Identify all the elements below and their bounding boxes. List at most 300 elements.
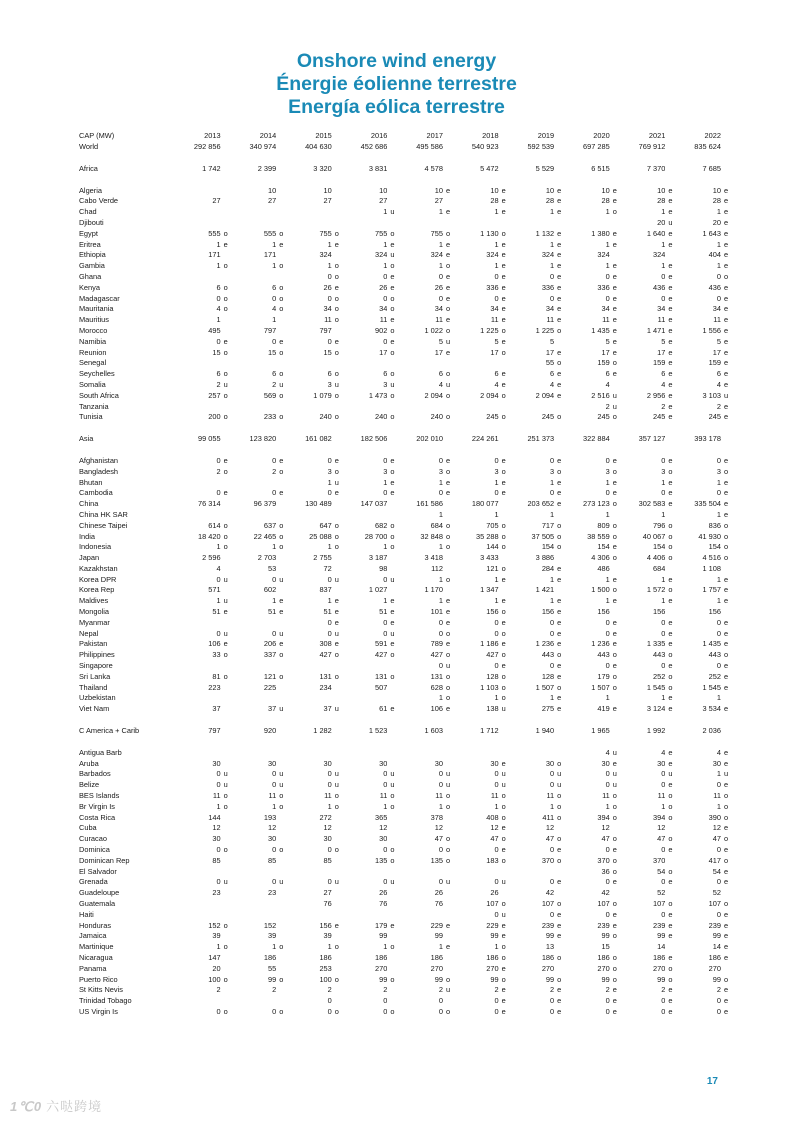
cell-value: 1 <box>494 477 499 487</box>
cell-value: 1 <box>272 596 277 606</box>
cell-flag: o <box>668 801 673 811</box>
row-label: India <box>79 531 96 541</box>
cell-flag: o <box>723 466 729 476</box>
cell-flag: e <box>668 390 673 400</box>
cell-flag: e <box>279 336 284 346</box>
cell-value: 186 <box>486 952 499 962</box>
cell-value: 4 <box>605 379 610 389</box>
cell-value: 128 <box>486 671 499 681</box>
row-label: Guadeloupe <box>79 888 120 898</box>
cell-value: 2 <box>272 985 277 995</box>
cell-flag: e <box>723 985 729 995</box>
cell-flag <box>443 585 453 596</box>
cell-value: 17 <box>545 347 555 357</box>
cell-value: 28 <box>490 196 499 206</box>
cell-value: 10 <box>601 185 610 195</box>
cell-value: 34 <box>323 304 332 314</box>
cell-value: 11 <box>657 315 666 325</box>
cell-value: 1 556 <box>702 325 721 335</box>
cell-flag <box>332 759 342 770</box>
cell-flag <box>387 823 397 834</box>
cell-flag <box>332 867 342 878</box>
cell-flag <box>276 326 286 337</box>
cell-flag <box>499 358 509 369</box>
cell-value: 0 <box>550 455 555 465</box>
cell-value: 99 <box>490 931 499 941</box>
cell-value: 0 <box>716 780 721 790</box>
cell-value: 591 <box>375 639 388 649</box>
cell-value: 0 <box>272 845 277 855</box>
spacer-row <box>79 175 731 186</box>
cell-value: 0 <box>494 909 499 919</box>
cell-flag: o <box>390 671 395 681</box>
cell-value: 0 <box>605 617 610 627</box>
cell-flag <box>387 499 397 510</box>
cell-value: 1 965 <box>591 726 610 736</box>
spacer-row <box>79 715 731 726</box>
cell-flag <box>221 402 231 413</box>
cell-value: 54 <box>712 866 721 876</box>
cell-value <box>175 910 221 921</box>
table-row <box>79 456 731 467</box>
cell-value: 411 <box>542 812 555 822</box>
row-label: C America + Carib <box>79 726 140 736</box>
cell-flag: u <box>501 780 506 790</box>
cell-value: 17 <box>601 347 610 357</box>
row-label: St Kitts Nevis <box>79 985 123 995</box>
cell-value: 393 178 <box>694 434 721 444</box>
cell-value: 96 379 <box>253 499 277 509</box>
watermark <box>10 1096 102 1115</box>
cell-flag: o <box>501 650 506 660</box>
cell-flag <box>221 207 231 218</box>
cell-value: 1 473 <box>368 390 388 400</box>
cell-value: 436 <box>653 282 666 292</box>
cell-value: 836 <box>708 520 721 530</box>
table-row <box>79 596 731 607</box>
cell-value: 1 <box>661 261 666 271</box>
cell-flag: e <box>445 488 451 498</box>
row-label: Madagascar <box>79 293 120 303</box>
cell-value: 99 <box>434 974 443 984</box>
cell-flag: e <box>612 293 617 303</box>
cell-flag: o <box>668 791 673 801</box>
cell-flag: e <box>557 369 562 379</box>
cell-value <box>509 748 555 759</box>
cell-flag: e <box>723 639 729 649</box>
cell-flag: o <box>668 834 673 844</box>
cell-value: 270 <box>541 963 555 973</box>
cell-flag <box>276 985 286 996</box>
cell-flag: o <box>445 834 451 844</box>
cell-value: 37 <box>212 704 221 714</box>
cell-flag: e <box>723 671 729 681</box>
cell-flag: o <box>445 791 451 801</box>
cell-value: 233 <box>263 412 277 422</box>
cell-flag: e <box>668 239 673 249</box>
cell-value: 12 <box>379 823 388 833</box>
row-label: Trinidad Tobago <box>79 996 132 1006</box>
cell-flag: e <box>723 488 729 498</box>
cell-value: 270 <box>653 963 666 973</box>
cell-value: 3 418 <box>424 553 443 563</box>
cell-flag <box>443 910 453 921</box>
cell-flag <box>332 813 342 824</box>
cell-flag: e <box>668 628 673 638</box>
cell-value: 1 <box>550 574 555 584</box>
cell-value: 11 <box>324 315 332 325</box>
cell-flag: o <box>279 671 284 681</box>
cell-value: 0 <box>438 996 443 1006</box>
cell-flag: u <box>612 780 617 790</box>
cell-flag <box>499 888 509 899</box>
cell-flag: o <box>445 845 451 855</box>
cell-value <box>286 207 332 218</box>
cell-value: 1 <box>272 315 277 325</box>
cell-flag: o <box>501 412 506 422</box>
cell-value: 200 <box>208 412 221 422</box>
cell-value: 245 <box>486 412 499 422</box>
cell-value: 6 <box>716 369 721 379</box>
cell-flag: o <box>501 466 506 476</box>
row-label: Grenada <box>79 877 108 887</box>
cell-value: 39 <box>267 931 277 941</box>
cell-value: 1 <box>327 942 332 952</box>
cell-flag: e <box>501 293 506 303</box>
cell-value <box>342 693 388 704</box>
cell-flag: o <box>445 325 451 335</box>
cell-flag <box>221 315 231 326</box>
cell-flag: e <box>668 315 673 325</box>
cell-flag <box>443 759 453 770</box>
cell-flag: e <box>612 574 617 584</box>
cell-flag <box>276 142 286 153</box>
table-row <box>79 467 731 478</box>
cell-flag: e <box>390 239 395 249</box>
cell-value: 0 <box>661 845 666 855</box>
cell-value: 1 <box>327 596 332 606</box>
cell-value: 0 <box>494 845 499 855</box>
cell-value: 270 <box>708 963 721 973</box>
cell-flag: o <box>279 304 284 314</box>
cell-flag: e <box>334 282 339 292</box>
cell-flag: o <box>445 682 451 692</box>
cell-flag <box>443 434 453 445</box>
year-header: 2016 <box>370 131 388 141</box>
cell-value: 27 <box>323 196 332 206</box>
cell-value: 0 <box>272 293 277 303</box>
cell-value: 156 <box>597 607 610 617</box>
table-row <box>79 326 731 337</box>
cell-value: 107 <box>708 899 721 908</box>
cell-flag: e <box>390 336 395 346</box>
row-label: US Virgin Is <box>79 1006 118 1016</box>
cell-flag: e <box>723 877 729 887</box>
cell-value: 6 <box>383 369 388 379</box>
cell-flag: e <box>557 271 562 281</box>
cell-value: 30 <box>712 758 721 768</box>
cell-flag <box>499 748 509 759</box>
cell-flag <box>443 402 453 413</box>
cell-value: 365 <box>375 812 388 822</box>
cell-value: 1 <box>661 239 666 249</box>
cell-value <box>342 910 388 921</box>
cell-flag: o <box>279 369 284 379</box>
cell-value: 26 <box>434 888 443 898</box>
cell-value: 1 <box>383 207 388 217</box>
cell-flag <box>221 910 231 921</box>
cell-value: 144 <box>208 812 221 822</box>
cell-value: 225 <box>263 682 277 692</box>
cell-value <box>453 748 499 759</box>
cell-flag <box>387 910 397 921</box>
cell-value: 0 <box>494 617 499 627</box>
cell-value: 370 <box>597 855 610 865</box>
cell-flag <box>276 823 286 834</box>
cell-value: 0 <box>661 769 666 779</box>
cell-value: 0 <box>438 628 443 638</box>
year-header: 2015 <box>315 131 332 141</box>
cell-flag: o <box>445 974 451 984</box>
cell-flag: o <box>223 466 228 476</box>
cell-flag: e <box>557 228 562 238</box>
cell-value: 6 <box>605 369 610 379</box>
cell-flag: e <box>723 585 729 595</box>
cell-value: 0 <box>661 293 666 303</box>
cell-flag: e <box>612 185 617 195</box>
cell-flag <box>721 164 731 175</box>
cell-value: 28 <box>712 196 721 206</box>
cell-value: 229 <box>430 920 443 930</box>
cell-value: 17 <box>434 347 443 357</box>
table-row <box>79 575 731 586</box>
cell-flag <box>443 748 453 759</box>
cell-value <box>231 867 277 878</box>
cell-value: 2 <box>494 985 499 995</box>
cell-flag: o <box>223 845 228 855</box>
cell-value: 1 643 <box>702 228 721 238</box>
cell-flag: e <box>501 996 506 1006</box>
cell-flag: e <box>557 455 562 465</box>
year-header: 2018 <box>482 131 499 141</box>
table-row <box>79 218 731 229</box>
cell-flag: u <box>501 769 506 779</box>
cell-value: 30 <box>323 834 332 844</box>
cell-flag <box>332 899 342 910</box>
cell-value: 203 652 <box>527 499 555 509</box>
cell-flag <box>443 510 453 521</box>
cell-value: 284 <box>541 563 555 573</box>
cell-value: 1 <box>438 239 443 249</box>
cell-value: 2 <box>605 401 610 411</box>
cell-value: 52 <box>657 888 666 898</box>
cell-value <box>453 402 499 413</box>
cell-flag: e <box>723 347 729 357</box>
cell-flag <box>387 834 397 845</box>
cell-flag: o <box>223 390 228 400</box>
table-row <box>79 661 731 672</box>
cell-value: 34 <box>545 304 555 314</box>
cell-flag <box>721 888 731 899</box>
table-row <box>79 931 731 942</box>
cell-value: 156 <box>653 607 666 617</box>
cell-flag: u <box>390 628 395 638</box>
cell-flag: o <box>501 325 506 335</box>
cell-value: 99 <box>712 974 721 984</box>
cell-flag: e <box>557 639 562 649</box>
cell-value: 17 <box>490 347 499 357</box>
spacer-row <box>79 423 731 434</box>
cell-flag: o <box>557 412 562 422</box>
cell-flag: e <box>723 866 729 876</box>
row-label: Gambia <box>79 261 105 271</box>
cell-flag: o <box>279 942 284 952</box>
cell-flag: e <box>501 271 506 281</box>
cell-value: 3 534 <box>702 704 721 714</box>
cell-flag <box>276 748 286 759</box>
cell-value: 15 <box>212 347 221 357</box>
cell-flag: e <box>723 185 729 195</box>
cell-value <box>286 693 332 704</box>
cell-flag: o <box>445 390 451 400</box>
cell-flag <box>554 748 564 759</box>
cell-value: 0 <box>272 574 277 584</box>
cell-value: 1 103 <box>480 682 499 692</box>
cell-value: 37 <box>323 704 332 714</box>
cell-value: 22 465 <box>253 531 277 541</box>
cell-flag <box>221 726 231 737</box>
cell-value: 1 <box>494 239 499 249</box>
cell-flag <box>221 996 231 1007</box>
cell-flag: e <box>223 239 228 249</box>
cell-flag <box>665 434 675 445</box>
cell-value: 3 <box>383 466 388 476</box>
table-row <box>79 910 731 921</box>
cell-value <box>397 358 443 369</box>
cell-flag: e <box>612 347 617 357</box>
cell-flag: e <box>557 347 562 357</box>
cell-value: 3 <box>438 466 443 476</box>
cell-flag <box>499 867 509 878</box>
row-label: Cabo Verde <box>79 196 119 206</box>
cell-flag: e <box>723 661 729 671</box>
row-label: Ghana <box>79 271 102 281</box>
cell-flag <box>332 164 342 175</box>
cell-flag <box>443 964 453 975</box>
cell-flag: e <box>501 931 506 941</box>
cell-value <box>342 748 388 759</box>
cell-flag <box>221 759 231 770</box>
cell-flag: e <box>612 477 617 487</box>
cell-value: 99 <box>657 931 666 941</box>
cell-flag: u <box>334 780 339 790</box>
cell-flag <box>276 186 286 197</box>
table-row <box>79 478 731 489</box>
cell-value: 1 <box>438 942 443 952</box>
cell-value: 2 <box>327 985 332 995</box>
cell-value: 614 <box>208 520 221 530</box>
cell-flag: o <box>334 293 339 303</box>
cell-value: 252 <box>708 671 721 681</box>
cell-value: 10 <box>712 185 721 195</box>
cell-flag: o <box>279 293 284 303</box>
cell-value: 0 <box>216 574 221 584</box>
cell-value: 1 523 <box>368 726 388 736</box>
cell-flag <box>221 704 231 715</box>
table-row <box>79 813 731 824</box>
table-row <box>79 748 731 759</box>
cell-flag: o <box>501 812 506 822</box>
cell-flag: o <box>557 952 562 962</box>
cell-flag: o <box>612 531 617 541</box>
cell-flag: e <box>723 401 729 411</box>
table-row <box>79 196 731 207</box>
cell-value: 1 225 <box>535 325 555 335</box>
year-header: 2022 <box>704 131 721 141</box>
cell-value: 1 <box>661 574 666 584</box>
cell-flag <box>332 250 342 261</box>
cell-value: 2 516 <box>591 390 610 400</box>
row-label: Korea Rep <box>79 585 115 595</box>
cell-flag <box>332 553 342 564</box>
cell-flag: e <box>557 207 562 217</box>
cell-value: 99 <box>379 931 388 941</box>
cell-flag: o <box>668 671 673 681</box>
cell-value: 2 <box>216 985 221 995</box>
cell-value: 1 <box>550 207 555 217</box>
cell-value: 0 <box>383 877 388 887</box>
cell-value: 107 <box>541 899 555 908</box>
cell-flag <box>443 888 453 899</box>
row-label: Japan <box>79 553 100 563</box>
cell-value: 171 <box>263 250 277 260</box>
cell-flag: o <box>668 466 673 476</box>
cell-flag: e <box>723 228 729 238</box>
cell-value: 240 <box>430 412 443 422</box>
cell-value: 138 <box>486 704 499 714</box>
cell-flag <box>610 607 620 618</box>
cell-flag: e <box>501 963 506 973</box>
cell-value: 427 <box>319 650 332 660</box>
spacer-row <box>79 153 731 164</box>
cell-value: 0 <box>438 455 443 465</box>
cell-value: 76 <box>434 899 443 908</box>
cell-value: 107 <box>653 899 666 908</box>
cell-flag <box>554 402 564 413</box>
table-row <box>79 921 731 932</box>
cell-value: 452 686 <box>360 142 388 151</box>
cell-value: 10 <box>657 185 666 195</box>
cell-value: 3 433 <box>480 553 499 563</box>
cell-value: 0 <box>327 293 332 303</box>
cell-flag: o <box>279 1006 284 1016</box>
table-row <box>79 585 731 596</box>
cell-value: 357 127 <box>638 434 666 444</box>
cell-value: 154 <box>541 542 555 552</box>
cell-flag <box>276 921 286 932</box>
cell-value: 0 <box>216 293 221 303</box>
cell-value: 154 <box>708 542 721 552</box>
cell-flag <box>387 402 397 413</box>
table-row <box>79 510 731 521</box>
cell-value <box>342 661 388 672</box>
row-label: Bangladesh <box>79 466 119 476</box>
cell-value: 682 <box>375 520 388 530</box>
row-label: Bhutan <box>79 477 103 487</box>
cell-flag <box>221 748 231 759</box>
cell-flag: e <box>557 693 562 703</box>
cell-value: 47 <box>601 834 610 844</box>
